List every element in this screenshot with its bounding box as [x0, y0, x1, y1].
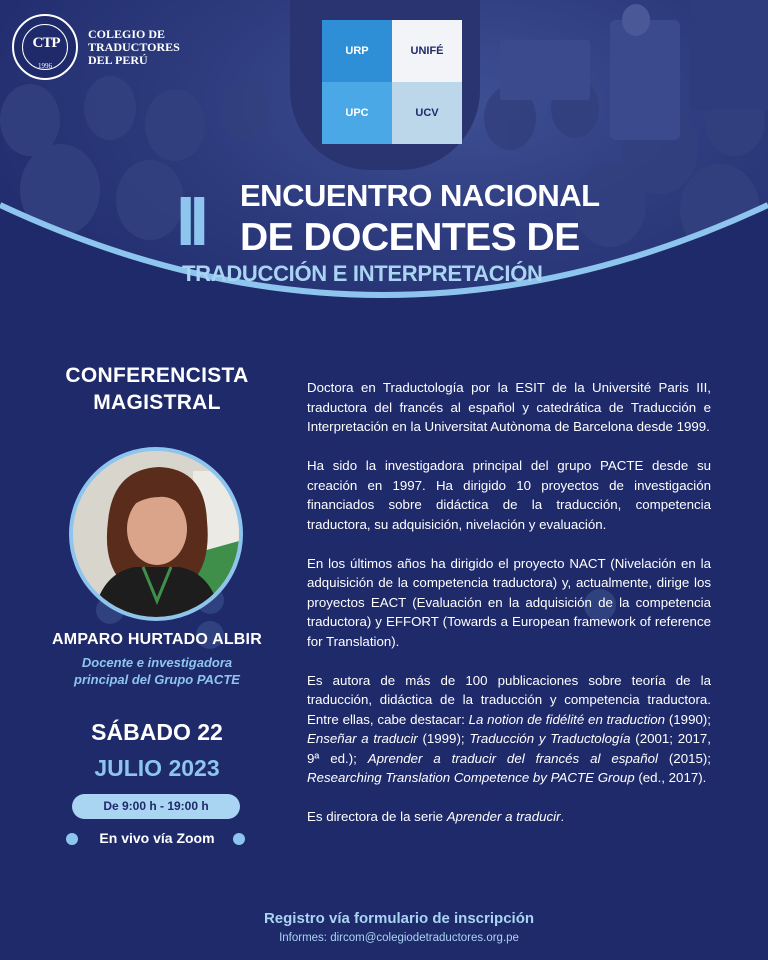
speaker-column	[22, 362, 292, 846]
bio-paragraph-4	[307, 671, 711, 788]
bio-text: (2015);	[657, 750, 711, 766]
series-title: Aprender a traducir	[446, 809, 561, 824]
bio-text: (ed., 2017).	[634, 770, 707, 785]
event-month-year: JULIO 2023	[94, 755, 220, 781]
bio-text: (2001; 2017, 9ª ed.);	[307, 731, 711, 766]
puzzle-piece-upc	[322, 82, 392, 144]
title-line-2: DE DOCENTES DE	[240, 216, 580, 259]
puzzle-piece-label: UCV	[415, 107, 439, 119]
university-puzzle-image	[290, 0, 480, 170]
bio-paragraph-5	[307, 807, 711, 827]
platform-row	[22, 828, 292, 850]
bio-text: (1990);	[665, 711, 711, 727]
speaker-name: AMPARO HURTADO ALBIR	[52, 631, 262, 648]
org-logo[interactable]	[12, 14, 198, 80]
bio-paragraph-3: En los últimos años ha dirigido el proyecto NACT (Nivelación en la adquisición de la competencia traductora) y, actualmente, dirige los proyectos EACT (Evaluación en la adquisición de la competencia traductora) y EFFORT (Towards a European framework of reference for Translation).	[307, 555, 711, 649]
registration-link[interactable]: Registro vía formulario de inscripción	[263, 910, 535, 927]
section-title-line-1: CONFERENCISTA	[65, 364, 249, 387]
contact-email[interactable]: Informes: dircom@colegiodetraductores.org.pe	[279, 932, 519, 944]
book-title: La notion de fidélité en traduction	[468, 711, 666, 727]
org-name-line-2: TRADUCTORES	[88, 39, 180, 54]
hero-banner	[0, 0, 768, 340]
title-line-3: TRADUCCIÓN E INTERPRETACIÓN	[182, 261, 543, 286]
title-line-1: ENCUENTRO NACIONAL	[240, 178, 600, 213]
puzzle-piece-urp	[322, 20, 392, 82]
seal-mark: CTP	[32, 35, 60, 51]
bio-text: Es directora de la serie	[307, 809, 447, 824]
speaker-bio	[307, 378, 711, 846]
platform-label: En vivo vía Zoom	[99, 830, 215, 846]
book-title: Researching Translation Competence by PACTE Group	[307, 770, 635, 785]
speaker-role-line-1: Docente e investigadora	[81, 655, 233, 670]
book-title: Aprender a traducir del francés al español	[367, 750, 658, 766]
org-name-line-1: COLEGIO DE	[88, 26, 166, 41]
book-title: Enseñar a traducir	[307, 731, 418, 746]
edition-number: II	[176, 182, 203, 260]
section-title-line-2: MAGISTRAL	[93, 391, 221, 414]
org-name-line-3: DEL PERÚ	[88, 52, 148, 67]
seal-logo-icon	[12, 14, 78, 80]
puzzle-piece-label: URP	[345, 45, 369, 57]
bio-text: .	[560, 809, 565, 824]
event-title	[176, 172, 616, 292]
bio-text: (1999);	[417, 731, 470, 746]
speaker-photo-icon	[73, 451, 239, 617]
bio-paragraph-2: Ha sido la investigadora principal del grupo PACTE desde su creación en 1997. Ha dirigido 10 proyectos de investigación financiados sobre didáctica de la traducción, competencia traductora, su adquisición, nivelación y evaluación.	[307, 458, 711, 532]
bio-paragraph-1: Doctora en Traductología por la ESIT de la Université Paris III, traductora del francés al español y catedrática de Traducción e Interpretación en la Universitat Autònoma de Barcelona desde 1999.	[307, 380, 711, 434]
speaker-portrait	[69, 447, 243, 621]
puzzle-piece-label: UPC	[345, 107, 369, 119]
section-title	[22, 362, 292, 416]
event-time-badge: De 9:00 h - 19:00 h	[72, 794, 240, 819]
puzzle-piece-ucv	[392, 82, 462, 144]
seal-year: 1996	[38, 62, 52, 70]
event-day: SÁBADO 22	[91, 719, 223, 745]
bullet-dot-icon	[233, 833, 245, 845]
speaker-role-line-2: principal del Grupo PACTE	[74, 672, 240, 687]
book-title: Traducción y Traductología	[469, 731, 631, 746]
org-name	[88, 28, 198, 67]
bio-text: Es autora de más de 100 publicaciones sobre teoría de la traducción, didáctica de la traducción y competencia traductora. Entre ellas, cabe destacar:	[307, 672, 711, 727]
puzzle-piece-unife	[392, 20, 462, 82]
speaker-role	[22, 654, 292, 688]
puzzle-piece-label: UNIFÉ	[410, 45, 444, 57]
